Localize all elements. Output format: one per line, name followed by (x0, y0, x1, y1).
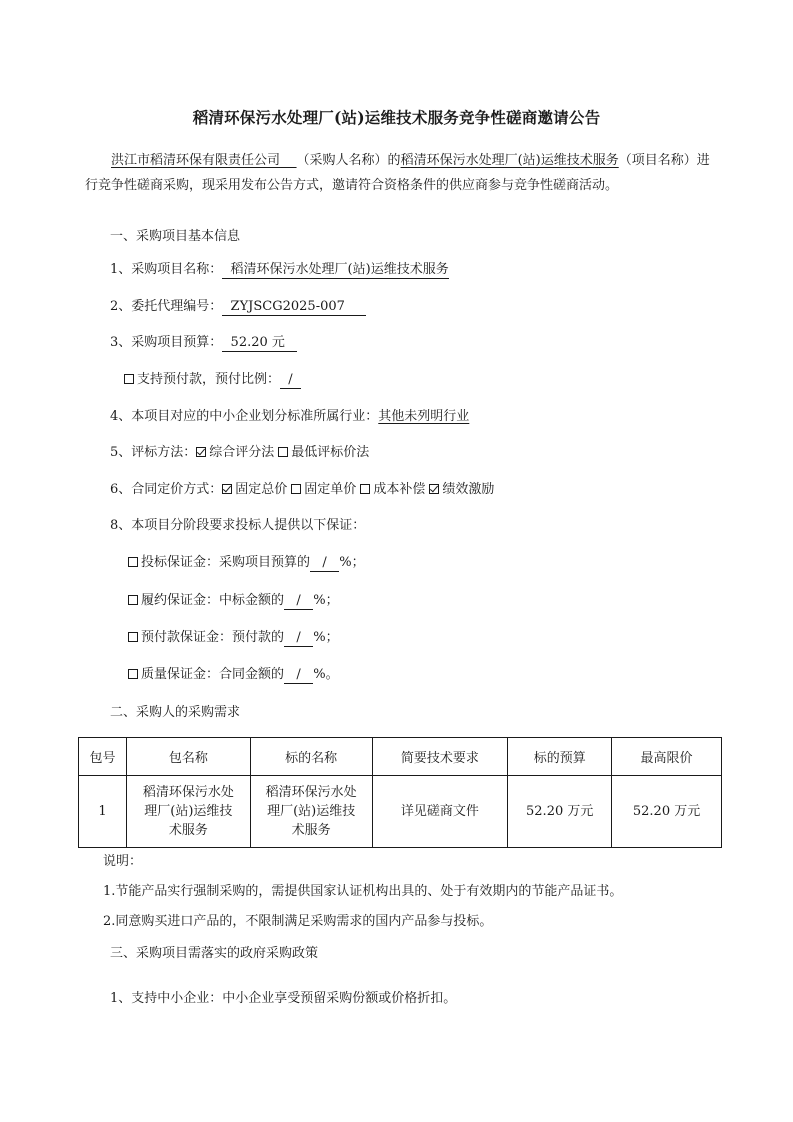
cell-package-no: 1 (79, 776, 127, 848)
table-row (79, 776, 722, 848)
project-name: 稻清环保污水处理厂(站)运维技术服务 (400, 153, 619, 168)
cost-compensation-checkbox (360, 484, 370, 494)
note-imported-products: 2.同意购买进口产品的，不限制满足采购需求的国内产品参与投标。 (103, 914, 493, 929)
project-name-value: 稻清环保污水处理厂(站)运维技术服务 (230, 262, 449, 277)
section1-heading: 一、采购项目基本信息 (110, 229, 241, 244)
item-budget: 3、采购项目预算： 52.20 元 (110, 334, 297, 352)
prepayment-guarantee-checkbox (128, 632, 138, 642)
project-note: （项目名 (618, 153, 671, 168)
cell-tech-requirements: 详见磋商文件 (372, 776, 508, 848)
header-max-price: 最高限价 (612, 738, 722, 776)
bid-guarantee-checkbox (128, 557, 138, 567)
guarantee-quality: 质量保证金：合同金额的 / %。 (128, 666, 339, 684)
purchaser-name: 洪江市稻清环保有限责任公司 (111, 153, 281, 168)
cell-subject-name: 稻清环保污水处理厂(站)运维技术服务 (250, 776, 372, 848)
prepayment-option: 支持预付款，预付比例： / (124, 371, 301, 389)
cell-package-name: 稻清环保污水处理厂(站)运维技术服务 (126, 776, 250, 848)
policy-sme-support: 1、支持中小企业：中小企业享受预留采购份额或价格折扣。 (110, 991, 457, 1006)
header-package-no: 包号 (79, 738, 127, 776)
budget-value: 52.20 元 (230, 335, 285, 350)
lowest-price-checkbox (278, 447, 288, 457)
procurement-table (78, 737, 722, 848)
guarantee-performance: 履约保证金：中标金额的 / %； (128, 592, 339, 610)
intro-paragraph (85, 148, 713, 198)
intro-rest: 称）进行竞争性磋商采购，现采用发布公告方式，邀请符合资格条件的供应商参与竞争性磋商活动。 (85, 153, 710, 193)
industry-value: 其他未列明行业 (378, 409, 470, 424)
prepayment-checkbox (124, 374, 134, 384)
fixed-unit-checkbox (291, 484, 301, 494)
fixed-total-checkbox (222, 484, 232, 494)
comprehensive-score-checkbox (196, 447, 206, 457)
item-pricing-method: 6、合同定价方式： 固定总价 固定单价 成本补偿 绩效激励 (110, 482, 495, 497)
notes-title: 说明： (103, 854, 143, 869)
header-tech-requirements: 简要技术要求 (372, 738, 508, 776)
table-header-row (79, 738, 722, 776)
item-guarantees: 8、本项目分阶段要求投标人提供以下保证： (110, 518, 366, 533)
agency-code-value: ZYJSCG2025-007 (230, 299, 345, 314)
purchaser-note: （采购人名称）的 (296, 153, 401, 168)
header-budget: 标的预算 (508, 738, 612, 776)
header-package-name: 包名称 (126, 738, 250, 776)
section3-heading: 三、采购项目需落实的政府采购政策 (110, 946, 319, 961)
cell-budget: 52.20 万元 (508, 776, 612, 848)
cell-max-price: 52.20 万元 (612, 776, 722, 848)
document-title: 稻清环保污水处理厂(站)运维技术服务竞争性磋商邀请公告 (192, 108, 601, 127)
item-industry: 4、本项目对应的中小企业划分标准所属行业：其他未列明行业 (110, 409, 470, 424)
performance-guarantee-checkbox (128, 595, 138, 605)
note-energy-saving: 1.节能产品实行强制采购的，需提供国家认证机构出具的、处于有效期内的节能产品证书。 (103, 884, 623, 899)
prepayment-ratio: / (288, 372, 293, 387)
item-evaluation-method: 5、评标方法： 综合评分法 最低评标价法 (110, 445, 370, 460)
quality-guarantee-checkbox (128, 669, 138, 679)
guarantee-prepayment: 预付款保证金：预付款的 / %； (128, 629, 339, 647)
guarantee-bid: 投标保证金：采购项目预算的 / %； (128, 554, 365, 572)
header-subject-name: 标的名称 (250, 738, 372, 776)
item-agency-code: 2、委托代理编号： ZYJSCG2025-007 (110, 298, 366, 316)
performance-incentive-checkbox (429, 484, 439, 494)
item-project-name: 1、采购项目名称： 稻清环保污水处理厂(站)运维技术服务 (110, 262, 449, 277)
section2-heading: 二、采购人的采购需求 (110, 705, 241, 720)
